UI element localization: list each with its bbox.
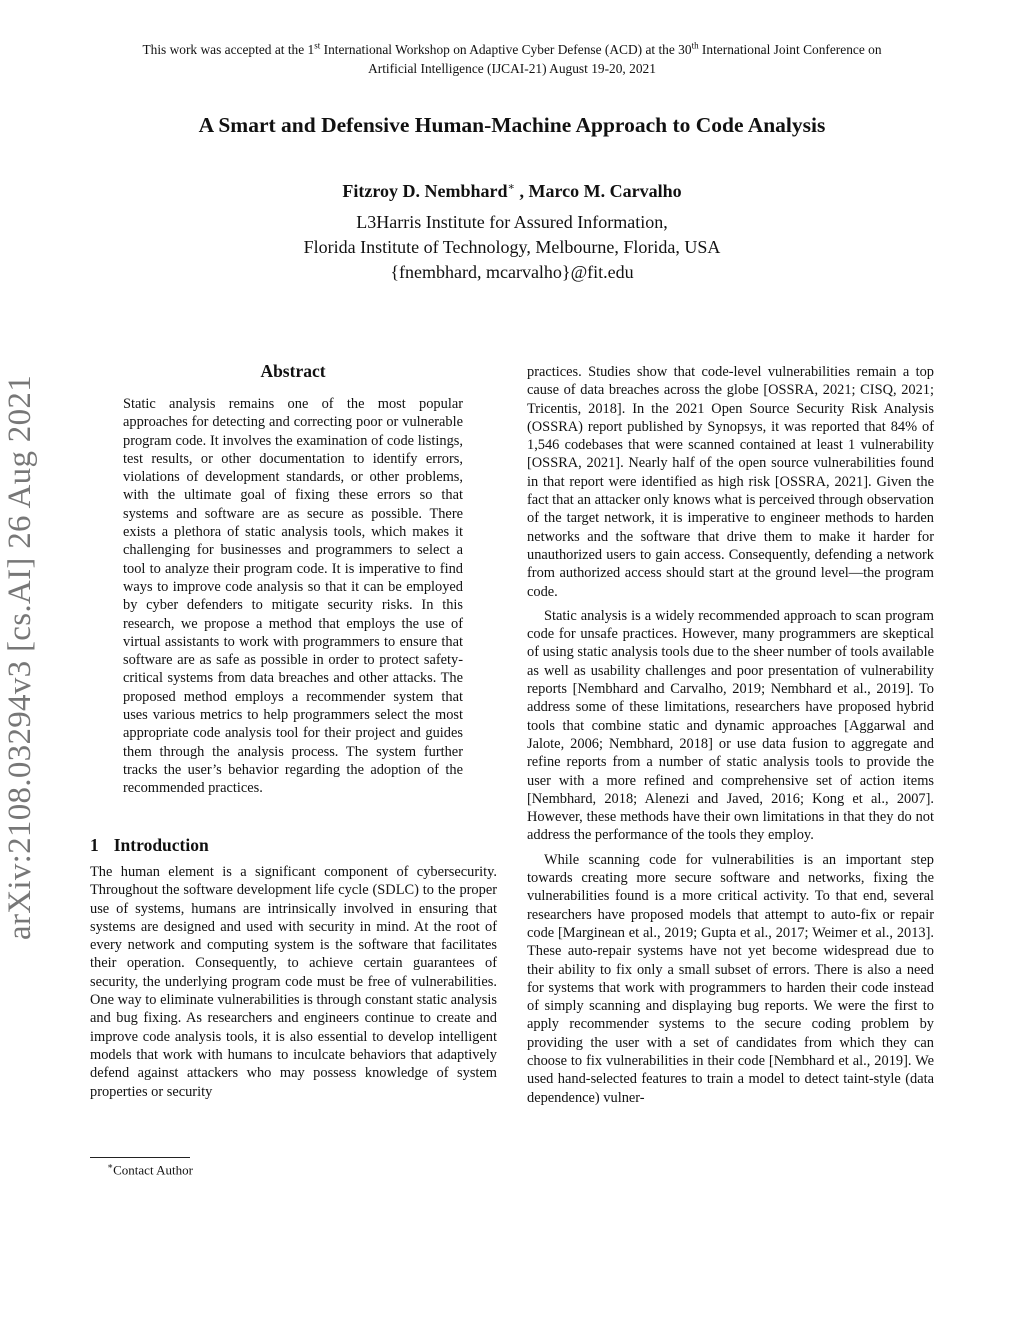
section-title: Introduction (113, 835, 209, 855)
paragraph: practices. Studies show that code-level vulnerabilities remain a top cause of data breaches across the globe [OSSRA, 2021; CISQ, 2021; Tricentis, 2018]. In the 2021 Open Source Security Risk Analysis (OSSRA) report published by Synopsys, it was reported that 84% of 1,546 codebases that were scanned contained at least 1 vulnerability [OSSRA, 2021]. Nearly half of the open source vulnerabilities found in that report were identified as high risk [OSSRA, 2021]. Given the fact that an attacker only knows what is perceived through observation of the target network, it is imperative to engineer methods to harden networks and the software that drive them to make it harder for unauthorized users to gain access. Consequently, defending a network from authorized access should start at the ground level—the program code. (527, 364, 934, 600)
affiliation (60, 210, 964, 285)
footnote-text: Contact Author (113, 1162, 193, 1178)
footnote-mark: ∗ (107, 1161, 114, 1171)
author-emails: {fnembhard, mcarvalho}@fit.edu (390, 262, 634, 282)
conference-notice (60, 40, 964, 78)
conference-notice-line2: Artificial Intelligence (IJCAI-21) August 19-20, 2021 (368, 61, 656, 76)
abstract-text: Static analysis remains one of the most popular approaches for detecting and correcting poor or vulnerable program code. It involves the examination of code listings, test results, or other documentation to identify errors, violations of development standards, or other problems, with the ultimate goal of fixing these errors so that systems and software are as secure as possible. There exists a plethora of static analysis tools, which makes it challenging for businesses and programmers to select a tool to analyze their program code. It is imperative to find ways to improve code analysis so that it can be employed by cyber defenders to mitigate security risks. In this research, we propose a method that employs the use of virtual assistants to work with programmers to ensure that software are as safe as possible in order to protect safety-critical systems from data breaches and other attacks. The proposed method employs a recommender system that uses various metrics to help programmers select the most appropriate code analysis tool for their project and guides them through the analysis process. The system further tracks the user’s behavior regarding the adoption of the recommended practices. (123, 396, 463, 797)
section-heading-introduction (90, 835, 224, 856)
footnote-mark: ∗ (507, 181, 515, 193)
arxiv-identifier: arXiv:2108.03294v3 [cs.AI] 26 Aug 2021 (2, 374, 38, 940)
right-column (527, 363, 934, 1107)
affiliation-line: L3Harris Institute for Assured Information, (356, 212, 668, 232)
paragraph: While scanning code for vulnerabilities is an important step towards creating more secure software and networks, fixing the vulnerabilities found is a more critical activity. To that end, several researchers have proposed models that attempt to auto-fix or repair code [Marginean et al., 2019; Gupta et al., 2017; Weimer et al., 2013]. These auto-repair systems have not yet become widespread due to their ability to fix only a small subset of errors. There is also a need for systems that work with programmers to harden their code instead of simply scanning and displaying bug reports. We were the first to apply recommender systems to the secure coding problem by providing the user with a set of candidates from which they can choose to fix vulnerabilities in their code [Nembhard et al., 2019]. We used hand-selected features to train a model to detect taint-style (data dependence) vulner- (527, 851, 934, 1106)
paper-title: A Smart and Defensive Human-Machine Approach to Code Analysis (198, 113, 826, 137)
introduction-text: The human element is a significant component of cybersecurity. Throughout the software development life cycle (SDLC) to the proper use of systems, humans are intrinsically involved in ensuring that systems are designed and used with security in mind. At the root of every network and computing system is the software that facilitates their operation. Consequently, to achieve certain guarantees of security, the underlying program code must be free of vulnerabilities. One way to eliminate vulnerabilities is through constant static analysis and bug fixing. As researchers and engineers continue to create and improve code analysis tools, it is also essential to develop intelligent models that work with humans to inculcate behaviors that adaptively defend against attackers who may possess knowledge of system properties or security (90, 864, 497, 1100)
paragraph: Static analysis is a widely recommended approach to scan program code for unsafe practices. However, many programmers are skeptical of using static analysis tools due to the sheer number of tools available as well as usability challenges and poor presentation of vulnerability reports [Nembhard and Carvalho, 2019; Nembhard et al., 2019]. To address some of these limitations, researchers have proposed hybrid tools that combine static and dynamic approaches [Aggarwal and Jalote, 2006; Nembhard, 2018] or use data fusion to aggregate and refine reports from a number of static analysis tools to provide the user with a more refined and comprehensive set of action items [Nembhard, 2018; Alenezi and Javed, 2016; Kong et al., 2007]. However, these methods have their own limitations in that they do not address the performance of the tools they employ. (527, 607, 934, 844)
footnote (107, 1161, 193, 1178)
author-line: Fitzroy D. Nembhard∗ , Marco M. Carvalho (342, 181, 682, 201)
affiliation-line: Florida Institute of Technology, Melbourne, Florida, USA (303, 237, 721, 257)
section-number: 1 (90, 835, 99, 855)
author-name: Marco M. Carvalho (528, 181, 682, 201)
author-name: Fitzroy D. Nembhard (342, 181, 508, 201)
conference-notice-line1: This work was accepted at the 1st International Workshop on Adaptive Cyber Defense (ACD) at the 30th International Joint Conference on (142, 40, 882, 57)
footnote-divider (90, 1157, 190, 1158)
abstract-heading: Abstract (260, 361, 326, 381)
